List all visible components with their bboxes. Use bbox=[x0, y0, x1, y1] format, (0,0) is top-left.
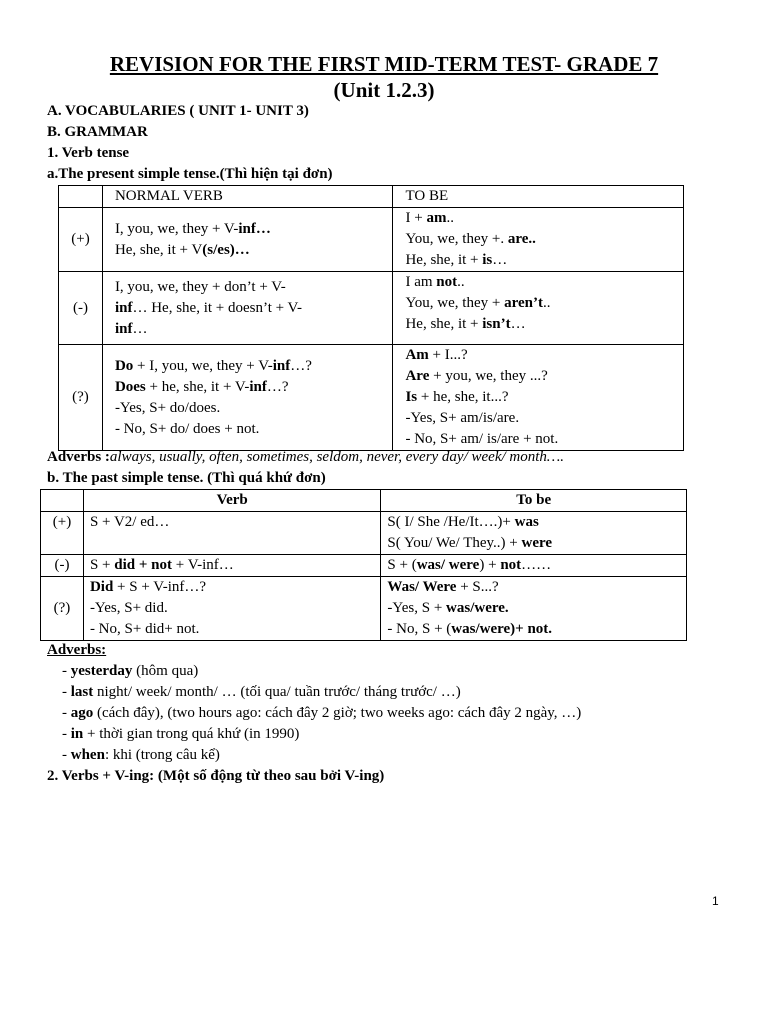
header-to-be: To be bbox=[381, 490, 687, 512]
table-row bbox=[59, 208, 684, 272]
cell-line: Does + he, she, it + V-inf…? bbox=[114, 378, 289, 395]
row-mark-cell: (+) bbox=[41, 512, 84, 555]
normal-verb-cell bbox=[102, 345, 393, 451]
cell-line: He, she, it + is… bbox=[405, 252, 508, 268]
past-adverbs-list bbox=[62, 661, 581, 766]
table-row bbox=[59, 272, 684, 345]
row-mark-cell: (?) bbox=[41, 577, 84, 641]
cell-line: S + V2/ ed… bbox=[89, 514, 170, 530]
cell-line: Did + S + V-inf…? bbox=[89, 579, 207, 595]
row-mark-cell: (-) bbox=[59, 272, 103, 345]
past-simple-heading: b. The past simple tense. (Thì quá khứ đơn) bbox=[47, 470, 326, 486]
table-header-row bbox=[41, 490, 687, 512]
cell-line: S( I/ She /He/It….)+ was bbox=[387, 514, 539, 530]
verb-cell bbox=[83, 555, 380, 577]
cell-line: You, we, they + aren’t.. bbox=[405, 295, 551, 311]
table-row bbox=[41, 577, 687, 641]
to-be-cell bbox=[393, 272, 684, 345]
cell-line: Am + I...? bbox=[405, 347, 468, 363]
row-mark-cell: (?) bbox=[59, 345, 103, 451]
cell-line: - last night/ week/ month/ … (tối qua/ tuần trước/ tháng trước/ …) bbox=[62, 684, 461, 700]
cell-line: -Yes, S+ am/is/are. bbox=[405, 410, 520, 426]
cell-line: inf… He, she, it + doesn’t + V- bbox=[114, 299, 303, 316]
page-title: REVISION FOR THE FIRST MID-TERM TEST- GRADE 7 bbox=[109, 52, 659, 76]
cell-line: - No, S+ did+ not. bbox=[89, 621, 200, 637]
cell-line: -Yes, S+ do/does. bbox=[114, 399, 221, 416]
section-b-heading: B. GRAMMAR bbox=[47, 124, 148, 140]
cell-line: -Yes, S+ did. bbox=[89, 600, 168, 616]
cell-line: I + am.. bbox=[405, 210, 454, 226]
cell-line: - No, S + (was/were)+ not. bbox=[387, 621, 553, 637]
cell-line: - in + thời gian trong quá khứ (in 1990) bbox=[62, 726, 300, 742]
to-be-cell: S + (was/ were) + not…… bbox=[381, 555, 687, 577]
cell-line: He, she, it + V(s/es)… bbox=[114, 241, 250, 258]
cell-line: S( You/ We/ They..) + were bbox=[387, 535, 553, 551]
cell-line: Are + you, we, they ...? bbox=[405, 368, 548, 384]
page-subtitle: (Unit 1.2.3) bbox=[333, 78, 435, 102]
cell-line: You, we, they +. are.. bbox=[405, 231, 536, 247]
verbs-ving-heading: 2. Verbs + V-ing: (Một số động từ theo sau bởi V-ing) bbox=[47, 768, 385, 784]
to-be-cell bbox=[381, 512, 687, 555]
header-normal-verb: NORMAL VERB bbox=[102, 186, 393, 208]
verb-tense-heading: 1. Verb tense bbox=[47, 145, 130, 161]
to-be-cell bbox=[381, 577, 687, 641]
cell-line: - No, S+ am/ is/are + not. bbox=[405, 431, 559, 447]
past-adverbs-heading: Adverbs: bbox=[47, 642, 107, 658]
cell-line: He, she, it + isn’t… bbox=[405, 316, 526, 332]
page-number: 1 bbox=[712, 894, 719, 908]
present-simple-heading: a.The present simple tense.(Thì hiện tại đơn) bbox=[47, 166, 333, 182]
present-simple-table bbox=[58, 185, 684, 451]
row-mark-cell: (+) bbox=[59, 208, 103, 272]
table-row bbox=[41, 555, 687, 577]
section-a-heading: A. VOCABULARIES ( UNIT 1- UNIT 3) bbox=[47, 103, 309, 119]
cell-line: I, you, we, they + V-inf… bbox=[114, 220, 271, 237]
cell-line: -Yes, S + was/were. bbox=[387, 600, 509, 616]
normal-verb-cell bbox=[102, 272, 393, 345]
header-verb: Verb bbox=[83, 490, 380, 512]
cell-line: S + did + not + V-inf… bbox=[89, 557, 234, 573]
cell-line: I, you, we, they + don’t + V- bbox=[114, 278, 286, 295]
present-adverbs-line: Adverbs :always, usually, often, sometimes, seldom, never, every day/ week/ month…. bbox=[47, 449, 564, 465]
header-empty-cell bbox=[41, 490, 84, 512]
cell-line: - when: khi (trong câu kể) bbox=[62, 747, 220, 763]
cell-line: Was/ Were + S...? bbox=[387, 579, 499, 595]
cell-line: inf… bbox=[114, 320, 148, 337]
cell-line: Is + he, she, it...? bbox=[405, 389, 509, 405]
row-mark-cell: (-) bbox=[41, 555, 84, 577]
cell-line: - yesterday (hôm qua) bbox=[62, 663, 199, 679]
cell-line: - ago (cách đây), (two hours ago: cách đây 2 giờ; two weeks ago: cách đây 2 ngày, …) bbox=[62, 705, 582, 721]
verb-cell bbox=[83, 512, 380, 555]
table-row bbox=[59, 345, 684, 451]
to-be-cell bbox=[393, 345, 684, 451]
normal-verb-cell bbox=[102, 208, 393, 272]
to-be-cell bbox=[393, 208, 684, 272]
header-empty-cell bbox=[59, 186, 103, 208]
cell-line: I am not.. bbox=[405, 274, 465, 290]
table-row bbox=[41, 512, 687, 555]
past-simple-table bbox=[40, 489, 687, 641]
cell-line: Do + I, you, we, they + V-inf…? bbox=[114, 357, 312, 374]
table-header-row bbox=[59, 186, 684, 208]
cell-line: - No, S+ do/ does + not. bbox=[114, 420, 260, 437]
verb-cell bbox=[83, 577, 380, 641]
header-to-be: TO BE bbox=[393, 186, 684, 208]
